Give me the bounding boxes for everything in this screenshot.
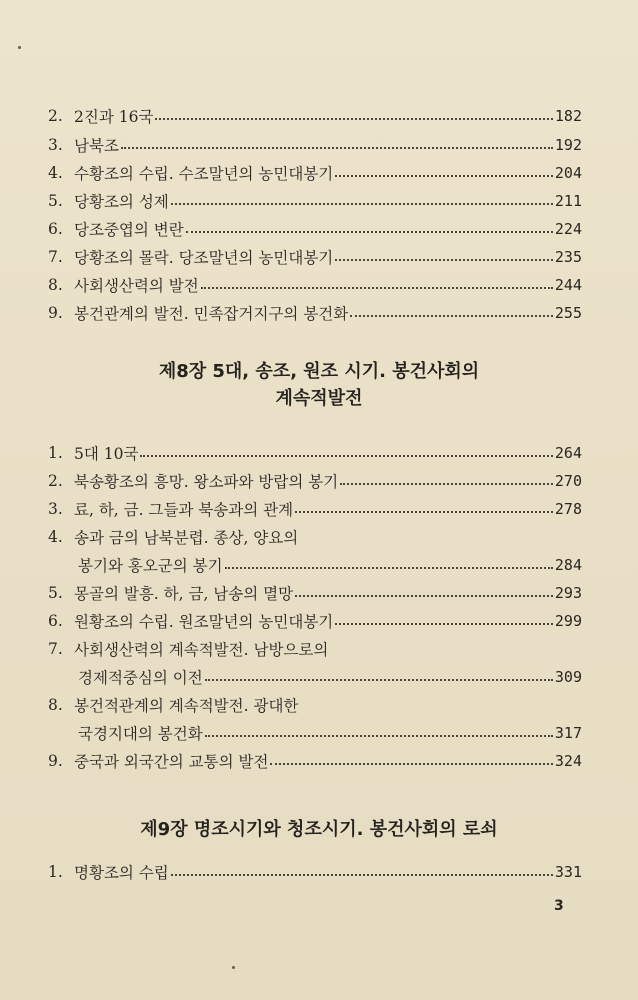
entry-number: 9. (48, 304, 63, 322)
entry-title: 북송황조의 흥망. 왕소파와 방랍의 봉기 (74, 473, 339, 491)
toc-entry (48, 160, 582, 186)
toc-entry (48, 748, 582, 774)
dot-leader (295, 595, 553, 597)
toc-entry (48, 692, 582, 718)
entry-title: 남북조 (74, 137, 119, 155)
toc-entry (48, 440, 582, 466)
entry-number: 9. (48, 752, 63, 770)
entry-number: 3. (48, 136, 63, 154)
toc-entry (48, 272, 582, 298)
entry-number: 2. (48, 472, 63, 490)
entry-title: 봉건적관계의 계속적발전. 광대한 (74, 697, 299, 715)
dot-leader (201, 287, 553, 289)
entry-page: 204 (554, 164, 582, 182)
entry-number: 6. (48, 220, 63, 238)
dot-leader (171, 874, 553, 876)
entry-page: 324 (554, 752, 582, 770)
dot-leader (155, 118, 552, 120)
dot-leader (140, 455, 552, 457)
entry-page: 309 (554, 668, 582, 686)
entry-number: 5. (48, 192, 63, 210)
dot-leader (186, 231, 553, 233)
chapter-heading: 제8장 5대, 송조, 원조 시기. 봉건사회의 (158, 361, 480, 382)
dot-leader (295, 511, 553, 513)
entry-title: 5대 10국 (74, 445, 139, 463)
entry-page: 284 (554, 556, 582, 574)
entry-title: 사회생산력의 계속적발전. 남방으로의 (74, 641, 329, 659)
entry-title: 중국과 외국간의 교통의 발전 (74, 753, 269, 771)
toc-entry (48, 188, 582, 214)
toc-entry (48, 524, 582, 550)
entry-title-continued: 국경지대의 봉건화 (78, 725, 203, 743)
paper-speck (232, 966, 235, 969)
entry-number: 4. (48, 528, 63, 546)
entry-title: 송과 금의 남북분렵. 종상, 양요의 (74, 529, 299, 547)
toc-entry (48, 244, 582, 270)
dot-leader (171, 203, 553, 205)
toc-entry-continued (78, 720, 582, 746)
toc-entry-continued (78, 552, 582, 578)
toc-entry (48, 496, 582, 522)
entry-page: 317 (554, 724, 582, 742)
entry-page: 299 (554, 612, 582, 630)
entry-page: 192 (554, 136, 582, 154)
entry-title: 사회생산력의 발전 (74, 277, 199, 295)
entry-number: 8. (48, 276, 63, 294)
entry-title: 몽골의 발흥. 하, 금, 남송의 멸망 (74, 585, 294, 603)
dot-leader (335, 623, 553, 625)
entry-page: 182 (554, 107, 582, 125)
entry-number: 7. (48, 640, 63, 658)
entry-title-continued: 경제적중심의 이전 (78, 669, 203, 687)
entry-title: 수황조의 수립. 수조말년의 농민대봉기 (74, 165, 334, 183)
dot-leader (205, 735, 553, 737)
dot-leader (270, 763, 552, 765)
chapter-heading: 제9장 명조시기와 청조시기. 봉건사회의 로쇠 (140, 819, 498, 840)
entry-number: 7. (48, 248, 63, 266)
dot-leader (121, 147, 553, 149)
toc-entry (48, 132, 582, 158)
dot-leader (340, 483, 553, 485)
entry-title: 료, 하, 금. 그들과 북송과의 관계 (74, 501, 294, 519)
entry-page: 278 (554, 500, 582, 518)
entry-title: 2진과 16국 (74, 108, 154, 126)
entry-number: 5. (48, 584, 63, 602)
entry-page: 235 (554, 248, 582, 266)
entry-title: 당황조의 몰락. 당조말년의 농민대봉기 (74, 249, 334, 267)
entry-page: 244 (554, 276, 582, 294)
dot-leader (205, 679, 553, 681)
entry-title: 당조중엽의 변란 (74, 221, 184, 239)
entry-title: 당황조의 성제 (74, 193, 169, 211)
toc-entry (48, 468, 582, 494)
entry-page: 331 (554, 863, 582, 881)
entry-title: 명황조의 수립 (74, 864, 169, 882)
entry-number: 8. (48, 696, 63, 714)
page-folio: 3 (554, 898, 564, 914)
entry-number: 1. (48, 444, 63, 462)
entry-title: 봉건관계의 발전. 민족잡거지구의 봉건화 (74, 305, 349, 323)
entry-number: 2. (48, 107, 63, 125)
dot-leader (225, 567, 553, 569)
dot-leader (335, 259, 553, 261)
entry-page: 270 (554, 472, 582, 490)
entry-page: 264 (554, 444, 582, 462)
entry-number: 1. (48, 863, 63, 881)
entry-title-continued: 봉기와 홍오군의 봉기 (78, 557, 223, 575)
entry-page: 211 (554, 192, 582, 210)
dot-leader (350, 315, 553, 317)
toc-entry (48, 103, 582, 129)
entry-number: 6. (48, 612, 63, 630)
dot-leader (335, 175, 553, 177)
entry-page: 293 (554, 584, 582, 602)
entry-title: 원황조의 수립. 원조말년의 농민대봉기 (74, 613, 334, 631)
entry-page: 255 (554, 304, 582, 322)
toc-entry (48, 608, 582, 634)
toc-entry-continued (78, 664, 582, 690)
entry-number: 4. (48, 164, 63, 182)
toc-entry (48, 300, 582, 326)
entry-number: 3. (48, 500, 63, 518)
entry-page: 224 (554, 220, 582, 238)
toc-entry (48, 859, 582, 885)
chapter-heading-continued: 계속적발전 (275, 388, 363, 409)
toc-entry (48, 580, 582, 606)
paper-speck (18, 46, 21, 49)
toc-entry (48, 636, 582, 662)
toc-entry (48, 216, 582, 242)
